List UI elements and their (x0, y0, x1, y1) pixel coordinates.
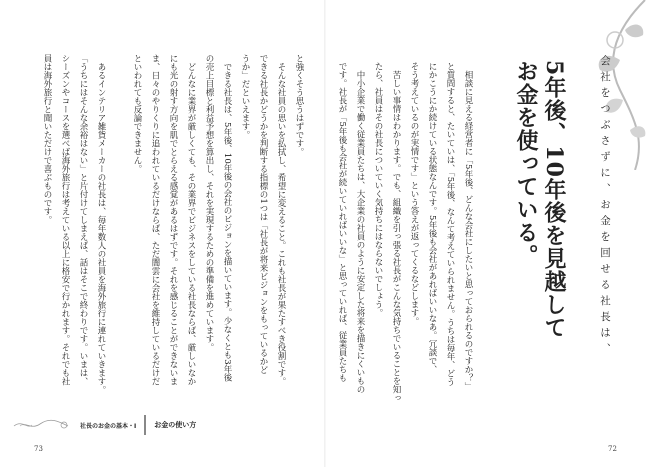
text-column: にかこうにか続けている状態なんです。5年後も会社があればいいなあ。冗談で、 (427, 62, 437, 374)
right-page-body (333, 62, 477, 407)
title-line: 5年後、10年後を見越して (541, 60, 567, 339)
chapter-subtitle: 会社をつぶさずに、お金を回せる社長は、 (599, 55, 611, 359)
text-column: の売上目標と利益予想を算出し、それを実現するための準備を進めています。 (204, 54, 214, 352)
running-footer (12, 415, 196, 435)
left-page-body (38, 54, 308, 404)
text-column: たら、社員はその社長についていく気持ちにはならないでしょう。 (373, 62, 383, 317)
text-column: といわれても反論できません。 (132, 54, 142, 173)
text-column: です。社長が「5年後も会社が続いていればいいな」と思っていれば、従業員たちも (337, 62, 347, 382)
book-spine (324, 0, 326, 467)
text-column: そんな社員の思いを払拭し、希望に変えること。これも社長が果たすべき役割です。 (276, 54, 286, 386)
text-column: ま、日々のやりくりに追われているだけならば、ただ闇雲に会社を維持しているだけだ (150, 54, 160, 386)
text-column: シーズンやコースを選べば海外旅行は考えている以上に格安で行かれます。それでも社 (60, 54, 70, 386)
text-column: 員は海外旅行と聞いただけで喜ぶものです。 (42, 54, 52, 224)
text-column: できる社長かどうかを判断する指標の1つは「社長が将来ビジョンをもっているかど (258, 54, 268, 374)
footer-section: 社長のお金の基本・I (80, 422, 137, 430)
flourish-ornament-icon (12, 417, 70, 433)
text-column: あるインテリア雑貨メーカーの社長は、毎年数人の社員を海外旅行に連れていきます。 (96, 54, 106, 394)
footer-chapter: お金の使い方 (154, 421, 197, 429)
title-line: お金を使っている。 (513, 60, 539, 267)
text-column: と質問すると、たいていは、「5年後、なんて考えていられません。うちは毎年、どう (445, 62, 455, 387)
text-column: できる社長は、5年後、10年後の会社のビジョンを描いています。少なくとも3年後 (222, 54, 232, 382)
text-column: 相談に見える経営者に「5年後、どんな会社にしたいと思っておられるのですか？」 (463, 62, 473, 391)
text-column: 「うちにはそんな余裕はない」と片付けてしまえば、話はそこで終わりです。いまは、 (78, 54, 88, 386)
text-column: どんなに業界が厳しくても、その業界でビジネスをしている社長ならば、厳しいなか (186, 54, 196, 386)
page-number-right: 72 (608, 445, 617, 453)
text-column: うか」だといえます。 (240, 54, 250, 139)
footer-divider (144, 415, 146, 435)
text-column: にも光の射す方向を肌でとらえる感覚があるはずです。それを感じることができないま (168, 54, 178, 386)
text-column: 中小企業で働く従業員たちは、大企業の社員のように安定した将来を描きにくいもの (355, 62, 365, 394)
text-column: 苦しい事情はわかります。でも、組織を引っ張る社長がこんな気持ちでいることを知っ (391, 62, 401, 402)
text-column: そう考えているのが実情です」という答えが返ってくるなどします。 (409, 62, 419, 326)
text-column (110, 54, 128, 404)
text-column: と強くそう思うはずです。 (294, 54, 304, 156)
chapter-title (512, 60, 568, 339)
page-number-left: 73 (34, 445, 43, 453)
